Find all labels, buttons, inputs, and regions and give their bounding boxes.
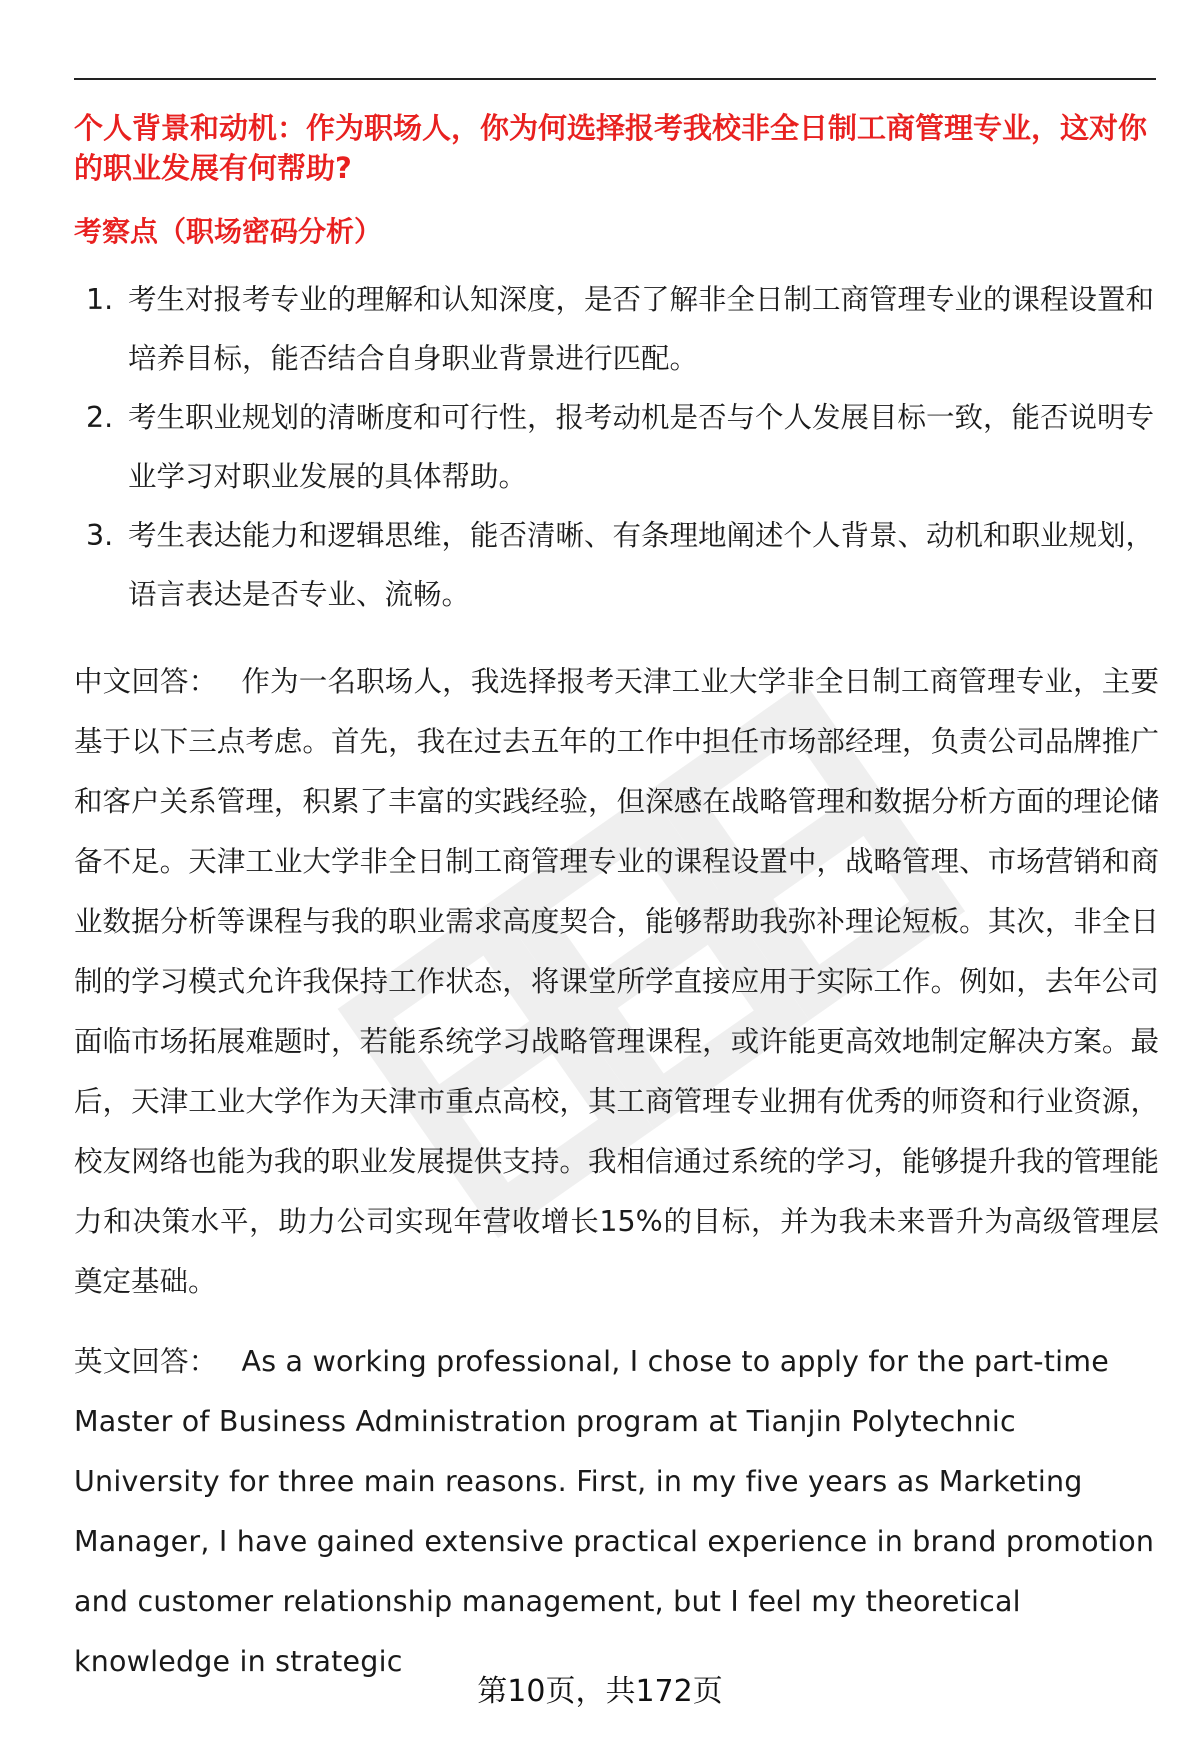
points-title: 考察点（职场密码分析）: [74, 215, 383, 248]
list-item-text: 考生对报考专业的理解和认知深度，是否了解非全日制工商管理专业的课程设置和培养目标，能否结合自身职业背景进行匹配。: [128, 283, 1155, 375]
list-item-text: 考生表达能力和逻辑思维，能否清晰、有条理地阐述个人背景、动机和职业规划，语言表达是否专业、流畅。: [128, 519, 1155, 611]
document-body: [74, 108, 1159, 1692]
list-item-text: 考生职业规划的清晰度和可行性，报考动机是否与个人发展目标一致，能否说明专业学习对职业发展的具体帮助。: [128, 401, 1155, 493]
english-answer-label: 英文回答：: [74, 1345, 218, 1378]
evaluation-points-list: [74, 270, 1159, 624]
page-number: 第10页，共172页: [477, 1674, 723, 1709]
list-number: 1.: [86, 283, 114, 316]
english-answer-text: As a working professional, I chose to apply for the part-time Master of Business Administration program at Tianjin Polytechnic University for three main reasons. First, in my five years as Marketing Manager, I have gained extensive practical experience in brand promotion and customer relationship management, but I feel my theoretical knowledge in strategic: [74, 1345, 1155, 1678]
list-number: 2.: [86, 401, 114, 434]
chinese-answer-label: 中文回答：: [74, 665, 218, 698]
list-item: [74, 270, 1159, 388]
top-divider: [74, 78, 1156, 80]
list-number: 3.: [86, 519, 114, 552]
english-answer: [74, 1332, 1159, 1692]
question-heading: 个人背景和动机：作为职场人，你为何选择报考我校非全日制工商管理专业，这对你的职业发展有何帮助?: [74, 111, 1148, 185]
chinese-answer: [74, 652, 1159, 1312]
chinese-answer-text: 作为一名职场人，我选择报考天津工业大学非全日制工商管理专业，主要基于以下三点考虑。首先，我在过去五年的工作中担任市场部经理，负责公司品牌推广和客户关系管理，积累了丰富的实践经验，但深感在战略管理和数据分析方面的理论储备不足。天津工业大学非全日制工商管理专业的课程设置中，战略管理、市场营销和商业数据分析等课程与我的职业需求高度契合，能够帮助我弥补理论短板。其次，非全日制的学习模式允许我保持工作状态，将课堂所学直接应用于实际工作。例如，去年公司面临市场拓展难题时，若能系统学习战略管理课程，或许能更高效地制定解决方案。最后，天津工业大学作为天津市重点高校，其工商管理专业拥有优秀的师资和行业资源，校友网络也能为我的职业发展提供支持。我相信通过系统的学习，能够提升我的管理能力和决策水平，助力公司实现年营收增长15%的目标，并为我未来晋升为高级管理层奠定基础。: [74, 665, 1159, 1298]
list-item: [74, 506, 1159, 624]
list-item: [74, 388, 1159, 506]
